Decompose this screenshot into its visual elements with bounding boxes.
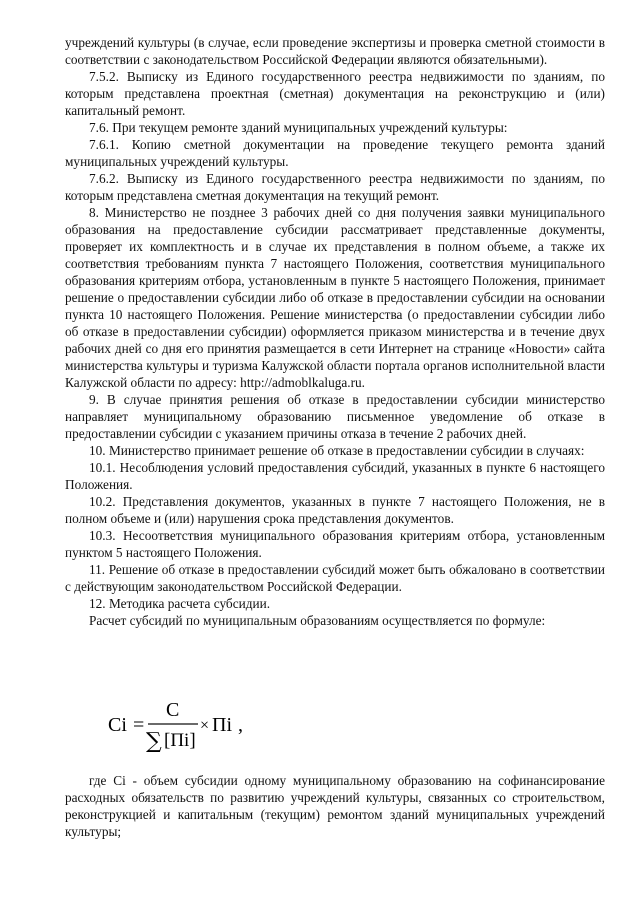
formula-trailing: ,: [238, 714, 243, 736]
paragraph: 7.5.2. Выписку из Единого государственного реестра недвижимости по зданиям, по которым представлена проектная (сметная) документация на реконструкцию и (или) капитальный ремонт.: [65, 69, 605, 118]
paragraph: где Ci - объем субсидии одному муниципальному образованию на софинансирование расходных обязательств по развитию учреждений культуры, связанных со строительством, реконструкцией и капитальным (текущим) ремонтом зданий муниципальных учреждений культуры;: [65, 773, 605, 839]
formula-explanation: [65, 772, 605, 840]
subsidy-formula: [108, 700, 308, 752]
paragraph: 7.6.2. Выписку из Единого государственного реестра недвижимости по зданиям, по которым представлена сметная документация на текущий ремонт.: [65, 171, 605, 203]
paragraph: 7.6. При текущем ремонте зданий муниципальных учреждений культуры:: [89, 120, 508, 135]
formula-factor: Пi: [212, 714, 232, 736]
paragraph: 9. В случае принятия решения об отказе в предоставлении субсидии министерство направляет муниципальному образованию письменное уведомление об отказе в предоставлении субсидии с указанием причины отказа в течение 2 рабочих дней.: [65, 392, 605, 441]
paragraph: 12. Методика расчета субсидии.: [89, 596, 271, 611]
paragraph: 10.2. Представления документов, указанных в пункте 7 настоящего Положения, не в полном объеме и (или) нарушения срока представления документов.: [65, 494, 605, 526]
body-text: [65, 34, 605, 629]
formula-numerator: C: [166, 700, 180, 721]
paragraph: 10. Министерство принимает решение об отказе в предоставлении субсидии в случаях:: [89, 443, 585, 458]
paragraph: учреждений культуры (в случае, если проведение экспертизы и проверка сметной стоимости в соответствии с законодательством Российской Федерации являются обязательными).: [65, 35, 605, 67]
formula-equals: =: [133, 714, 145, 736]
paragraph: 10.1. Несоблюдения условий предоставления субсидий, указанных в пункте 6 настоящего Положения.: [65, 460, 605, 492]
paragraph: 7.6.1. Копию сметной документации на проведение текущего ремонта зданий муниципальных учреждений культуры.: [65, 137, 605, 169]
formula-lhs: Ci: [108, 714, 127, 736]
paragraph: 10.3. Несоответствия муниципального образования критериям отбора, установленным пунктом 5 настоящего Положения.: [65, 528, 605, 560]
formula-times: ×: [200, 717, 210, 734]
paragraph: Расчет субсидий по муниципальным образованиям осуществляется по формуле:: [89, 613, 546, 628]
paragraph: 8. Министерство не позднее 3 рабочих дней со дня получения заявки муниципального образования на предоставление субсидии рассматривает представленные документы, проверяет их комплектность и в случае их представления в полном объеме, а также их соответствия требованиям пункта 7 настоящего Положения, соответствия муниципального образования критериям отбора, установленным в пункте 5 настоящего Положения, принимает решение о предоставлении субсидии либо об отказе в предоставлении субсидии на основании пункта 10 настоящего Положения. Решение министерства (о предоставлении субсидии либо об отказе в предоставлении субсидии) оформляется приказом министерства и в течение двух рабочих дней со дня его принятия размещается в сети Интернет на странице «Новости» сайта министерства культуры и туризма Калужской области портала органов исполнительной власти Калужской области по адресу: http://admoblkaluga.ru.: [65, 205, 605, 390]
formula-sum: ∑: [146, 729, 162, 752]
formula-denominator: [Пi]: [164, 730, 196, 751]
paragraph: 11. Решение об отказе в предоставлении субсидий может быть обжаловано в соответствии с действующим законодательством Российской Федерации.: [65, 562, 605, 594]
